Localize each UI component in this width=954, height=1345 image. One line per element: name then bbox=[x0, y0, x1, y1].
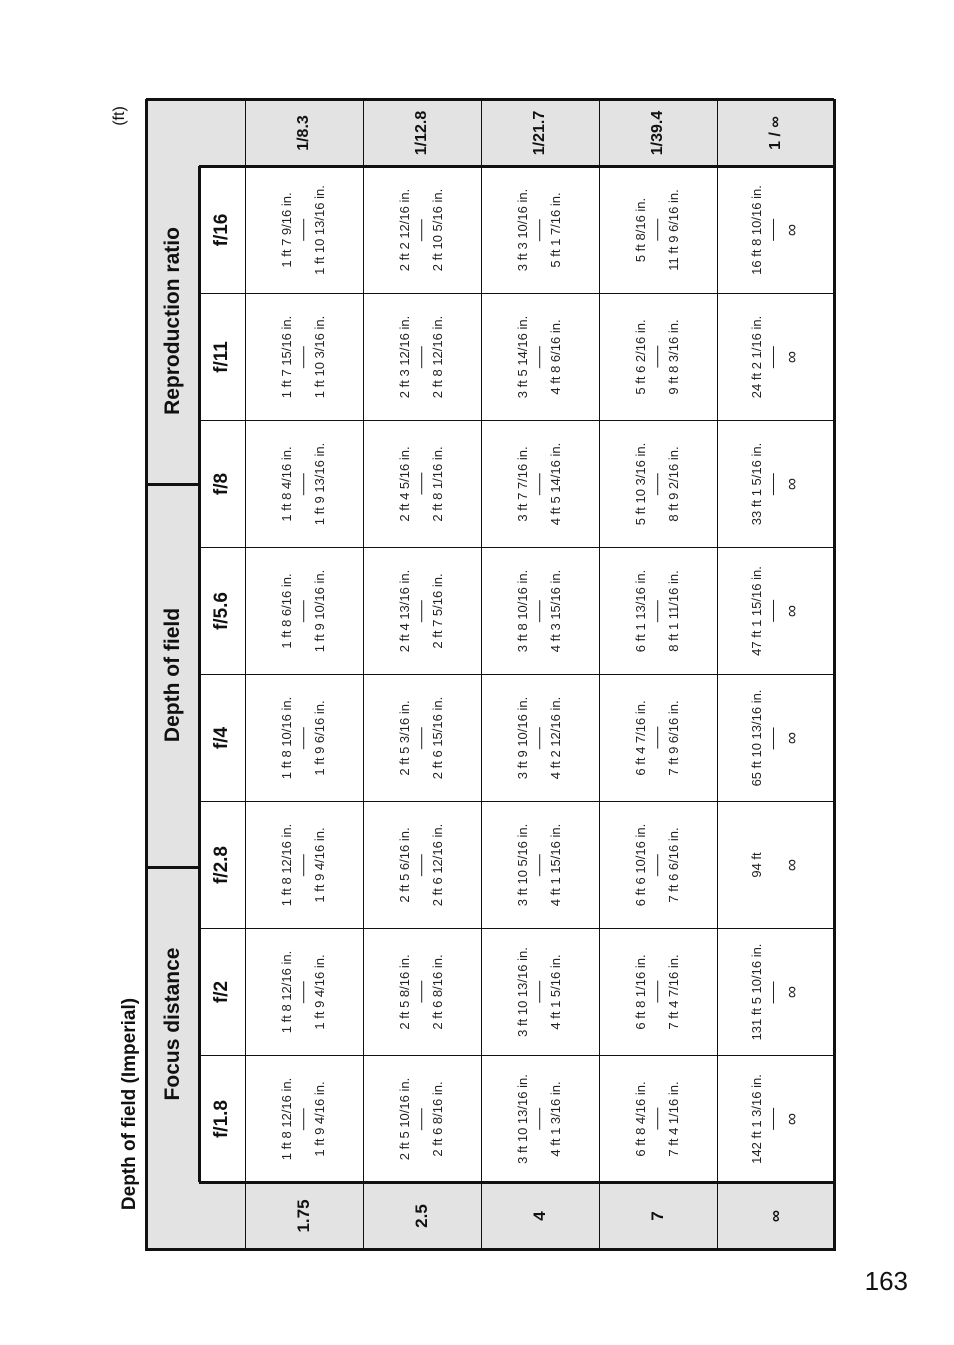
dof-cell-content bbox=[634, 319, 682, 394]
dof-cell-content bbox=[516, 188, 564, 270]
near-limit: 131 ft 5 10/16 in. bbox=[748, 943, 764, 1040]
dof-cell-content bbox=[516, 442, 564, 524]
far-limit: 2 ft 7 5/16 in. bbox=[430, 572, 446, 649]
range-dash bbox=[658, 727, 659, 749]
aperture-header-text: f/16 bbox=[211, 213, 232, 246]
page-number: 163 bbox=[864, 1266, 908, 1296]
row-divider bbox=[199, 293, 834, 294]
far-limit: 1 ft 9 13/16 in. bbox=[312, 442, 328, 525]
group-divider bbox=[146, 866, 199, 869]
reproduction-ratio-value-text: 1 / ∞ bbox=[766, 115, 784, 150]
range-dash bbox=[304, 219, 305, 241]
dof-cell-content bbox=[280, 696, 328, 778]
far-limit: 8 ft 9 2/16 in. bbox=[666, 445, 682, 522]
aperture-header-text: f/4 bbox=[211, 726, 232, 749]
near-limit: 2 ft 2 12/16 in. bbox=[397, 188, 413, 271]
far-limit: 4 ft 5 14/16 in. bbox=[548, 442, 564, 525]
range-dash bbox=[422, 854, 423, 876]
near-limit: 3 ft 10 13/16 in. bbox=[515, 946, 531, 1037]
dof-cell-content bbox=[516, 315, 564, 397]
range-dash bbox=[658, 219, 659, 241]
row-header-shade bbox=[146, 1182, 834, 1249]
near-limit: 2 ft 3 12/16 in. bbox=[397, 315, 413, 398]
aperture-header-text: f/2 bbox=[211, 980, 232, 1003]
near-limit: 2 ft 5 3/16 in. bbox=[397, 699, 413, 776]
table-border-left bbox=[145, 99, 148, 1251]
dof-cell-content bbox=[398, 1077, 446, 1159]
far-limit: 2 ft 8 12/16 in. bbox=[430, 315, 446, 398]
reproduction-ratio-value-text: 1/39.4 bbox=[649, 110, 666, 155]
range-dash bbox=[540, 981, 541, 1003]
group-divider bbox=[146, 483, 199, 486]
far-limit: ∞ bbox=[781, 350, 801, 363]
aperture-header-text: f/2.8 bbox=[211, 845, 232, 884]
near-limit: 2 ft 5 6/16 in. bbox=[397, 826, 413, 903]
range-dash bbox=[773, 727, 774, 749]
near-limit: 3 ft 10 5/16 in. bbox=[515, 823, 531, 906]
far-limit: ∞ bbox=[781, 985, 801, 998]
dof-cell-content bbox=[750, 943, 802, 1040]
dof-cell-content bbox=[634, 569, 682, 651]
aperture-header-text: f/5.6 bbox=[211, 591, 232, 630]
range-dash bbox=[304, 473, 305, 495]
dof-cell-content bbox=[280, 315, 328, 397]
far-limit: 4 ft 2 12/16 in. bbox=[548, 696, 564, 779]
header-reproduction-ratio-text: Reproduction ratio bbox=[160, 227, 184, 415]
near-limit: 1 ft 8 12/16 in. bbox=[279, 823, 295, 906]
far-limit: ∞ bbox=[781, 223, 801, 236]
near-limit: 3 ft 10 13/16 in. bbox=[515, 1073, 531, 1164]
near-limit: 65 ft 10 13/16 in. bbox=[748, 689, 764, 786]
near-limit: 5 ft 6 2/16 in. bbox=[633, 318, 649, 395]
range-dash bbox=[540, 346, 541, 368]
far-limit: ∞ bbox=[781, 858, 801, 871]
range-dash bbox=[304, 1108, 305, 1130]
range-dash bbox=[422, 727, 423, 749]
row-divider bbox=[199, 928, 834, 929]
range-dash bbox=[658, 473, 659, 495]
header-depth-of-field-text: Depth of field bbox=[160, 607, 184, 742]
near-limit: 1 ft 8 12/16 in. bbox=[279, 950, 295, 1033]
dof-cell-content bbox=[634, 823, 682, 905]
range-dash bbox=[304, 600, 305, 622]
dof-cell-content bbox=[398, 569, 446, 651]
range-dash bbox=[773, 600, 774, 622]
near-limit: 1 ft 8 6/16 in. bbox=[279, 572, 295, 649]
dof-cell-content bbox=[398, 446, 446, 521]
row-divider bbox=[199, 801, 834, 802]
far-limit: 4 ft 1 5/16 in. bbox=[548, 953, 564, 1030]
dof-cell-content bbox=[398, 823, 446, 905]
range-dash bbox=[540, 1108, 541, 1130]
dof-cell-content bbox=[516, 696, 564, 778]
dof-cell-content bbox=[280, 185, 328, 275]
far-limit: 9 ft 8 3/16 in. bbox=[666, 318, 682, 395]
near-limit: 142 ft 1 3/16 in. bbox=[748, 1073, 764, 1164]
near-limit: 3 ft 9 10/16 in. bbox=[515, 696, 531, 779]
near-limit: 16 ft 8 10/16 in. bbox=[748, 184, 764, 275]
reproduction-ratio-value-text: 1/21.7 bbox=[531, 110, 548, 155]
table-border-right bbox=[833, 99, 836, 1251]
range-dash bbox=[773, 1108, 774, 1130]
dof-cell-content bbox=[634, 954, 682, 1029]
near-limit: 6 ft 8 4/16 in. bbox=[633, 1080, 649, 1157]
range-dash bbox=[540, 854, 541, 876]
near-limit: 94 ft bbox=[748, 851, 764, 878]
far-limit: 2 ft 6 8/16 in. bbox=[430, 1080, 446, 1157]
range-dash bbox=[773, 981, 774, 1003]
range-dash bbox=[422, 1108, 423, 1130]
range-dash bbox=[540, 219, 541, 241]
far-limit: 2 ft 6 8/16 in. bbox=[430, 953, 446, 1030]
range-dash bbox=[304, 981, 305, 1003]
aperture-header-text: f/1.8 bbox=[211, 1099, 232, 1138]
range-dash bbox=[773, 346, 774, 368]
far-limit: 1 ft 10 13/16 in. bbox=[312, 184, 328, 275]
near-limit: 2 ft 5 10/16 in. bbox=[397, 1077, 413, 1160]
dof-cell-content bbox=[750, 185, 802, 275]
range-dash bbox=[422, 219, 423, 241]
range-dash bbox=[304, 854, 305, 876]
near-limit: 6 ft 1 13/16 in. bbox=[633, 569, 649, 652]
range-dash bbox=[540, 473, 541, 495]
aperture-header-text: f/11 bbox=[211, 340, 232, 373]
near-limit: 3 ft 3 10/16 in. bbox=[515, 188, 531, 271]
dof-cell-content bbox=[634, 1081, 682, 1156]
far-limit: 2 ft 6 15/16 in. bbox=[430, 696, 446, 779]
row-divider bbox=[199, 1181, 834, 1184]
range-spacer bbox=[773, 854, 774, 876]
near-limit: 1 ft 7 9/16 in. bbox=[279, 191, 295, 268]
far-limit: 1 ft 10 3/16 in. bbox=[312, 315, 328, 398]
far-limit: ∞ bbox=[781, 731, 801, 744]
dof-cell-content bbox=[398, 315, 446, 397]
near-limit: 2 ft 4 13/16 in. bbox=[397, 569, 413, 652]
dof-cell-content bbox=[634, 700, 682, 775]
table-border-top bbox=[146, 98, 834, 101]
focus-distance-value-text: 2.5 bbox=[412, 1203, 431, 1228]
row-divider bbox=[199, 420, 834, 421]
dof-cell-content bbox=[398, 954, 446, 1029]
far-limit: ∞ bbox=[781, 604, 801, 617]
far-limit: 1 ft 9 4/16 in. bbox=[312, 1080, 328, 1157]
far-limit: 5 ft 1 7/16 in. bbox=[548, 191, 564, 268]
near-limit: 47 ft 1 15/16 in. bbox=[748, 565, 764, 656]
focus-distance-value-text: 4 bbox=[530, 1210, 549, 1221]
focus-distance-value-text: 7 bbox=[648, 1210, 667, 1221]
dof-cell-content bbox=[750, 689, 802, 786]
near-limit: 6 ft 8 1/16 in. bbox=[633, 953, 649, 1030]
near-limit: 24 ft 2 1/16 in. bbox=[748, 315, 764, 398]
reproduction-ratio-value-text: 1/8.3 bbox=[295, 114, 312, 151]
row-divider bbox=[199, 165, 834, 168]
dof-cell-content bbox=[280, 1077, 328, 1159]
row-divider bbox=[199, 1055, 834, 1056]
far-limit: 1 ft 9 6/16 in. bbox=[312, 699, 328, 776]
near-limit: 1 ft 7 15/16 in. bbox=[279, 315, 295, 398]
near-limit: 1 ft 8 12/16 in. bbox=[279, 1077, 295, 1160]
far-limit: 7 ft 6 6/16 in. bbox=[666, 826, 682, 903]
near-limit: 1 ft 8 4/16 in. bbox=[279, 445, 295, 522]
far-limit: 2 ft 6 12/16 in. bbox=[430, 823, 446, 906]
range-dash bbox=[422, 981, 423, 1003]
far-limit: 1 ft 9 4/16 in. bbox=[312, 826, 328, 903]
range-dash bbox=[658, 981, 659, 1003]
page-title-text: Depth of field (Imperial) bbox=[119, 997, 140, 1211]
near-limit: 6 ft 4 7/16 in. bbox=[633, 699, 649, 776]
far-limit: ∞ bbox=[781, 477, 801, 490]
range-dash bbox=[422, 473, 423, 495]
dof-cell-content bbox=[750, 442, 802, 524]
far-limit: 11 ft 9 6/16 in. bbox=[666, 188, 682, 271]
far-limit: 1 ft 9 10/16 in. bbox=[312, 569, 328, 652]
near-limit: 3 ft 5 14/16 in. bbox=[515, 315, 531, 398]
dof-cell-content bbox=[750, 852, 802, 877]
dof-cell-content bbox=[398, 188, 446, 270]
far-limit: 2 ft 8 1/16 in. bbox=[430, 445, 446, 522]
dof-cell-content bbox=[280, 950, 328, 1032]
dof-cell-content bbox=[280, 442, 328, 524]
far-limit: 7 ft 4 7/16 in. bbox=[666, 953, 682, 1030]
dof-cell-content bbox=[280, 823, 328, 905]
dof-cell-content bbox=[516, 947, 564, 1037]
far-limit: 4 ft 1 15/16 in. bbox=[548, 823, 564, 906]
near-limit: 1 ft 8 10/16 in. bbox=[279, 696, 295, 779]
table-border-bottom bbox=[146, 1248, 834, 1251]
row-divider bbox=[199, 674, 834, 675]
focus-distance-value-text: ∞ bbox=[765, 1209, 785, 1222]
far-limit: 4 ft 3 15/16 in. bbox=[548, 569, 564, 652]
range-dash bbox=[658, 346, 659, 368]
near-limit: 3 ft 7 7/16 in. bbox=[515, 445, 531, 522]
dof-cell-content bbox=[634, 442, 682, 524]
focus-distance-value-text: 1.75 bbox=[294, 1198, 313, 1233]
dof-cell-content bbox=[750, 315, 802, 397]
unit-label-text: (ft) bbox=[111, 106, 128, 126]
near-limit: 6 ft 6 10/16 in. bbox=[633, 823, 649, 906]
far-limit: 7 ft 4 1/16 in. bbox=[666, 1080, 682, 1157]
range-dash bbox=[658, 600, 659, 622]
far-limit: 2 ft 10 5/16 in. bbox=[430, 188, 446, 271]
far-limit: 1 ft 9 4/16 in. bbox=[312, 953, 328, 1030]
dof-cell-content bbox=[398, 696, 446, 778]
far-limit: 7 ft 9 6/16 in. bbox=[666, 699, 682, 776]
dof-cell-content bbox=[516, 569, 564, 651]
row-divider bbox=[199, 547, 834, 548]
dof-cell-content bbox=[516, 1074, 564, 1164]
dof-cell-content bbox=[516, 823, 564, 905]
dof-cell-content bbox=[750, 1074, 802, 1164]
range-dash bbox=[773, 219, 774, 241]
range-dash bbox=[658, 854, 659, 876]
range-dash bbox=[540, 600, 541, 622]
range-dash bbox=[658, 1108, 659, 1130]
far-limit: 4 ft 1 3/16 in. bbox=[548, 1080, 564, 1157]
near-limit: 33 ft 1 5/16 in. bbox=[748, 442, 764, 525]
far-limit: ∞ bbox=[781, 1112, 801, 1125]
near-limit: 2 ft 4 5/16 in. bbox=[397, 445, 413, 522]
dof-cell-content bbox=[280, 569, 328, 651]
range-dash bbox=[422, 600, 423, 622]
aperture-header-text: f/8 bbox=[211, 472, 232, 495]
near-limit: 2 ft 5 8/16 in. bbox=[397, 953, 413, 1030]
range-dash bbox=[773, 473, 774, 495]
near-limit: 5 ft 10 3/16 in. bbox=[633, 442, 649, 525]
dof-cell-content bbox=[634, 189, 682, 270]
range-dash bbox=[304, 346, 305, 368]
ratio-shade bbox=[146, 99, 834, 166]
near-limit: 5 ft 8/16 in. bbox=[633, 197, 649, 262]
dof-cell-content bbox=[750, 566, 802, 656]
far-limit: 8 ft 1 11/16 in. bbox=[666, 569, 682, 652]
far-limit: 4 ft 8 6/16 in. bbox=[548, 318, 564, 395]
reproduction-ratio-value-text: 1/12.8 bbox=[413, 110, 430, 155]
near-limit: 3 ft 8 10/16 in. bbox=[515, 569, 531, 652]
header-focus-distance-text: Focus distance bbox=[160, 947, 184, 1101]
range-dash bbox=[422, 346, 423, 368]
range-dash bbox=[540, 727, 541, 749]
range-dash bbox=[304, 727, 305, 749]
